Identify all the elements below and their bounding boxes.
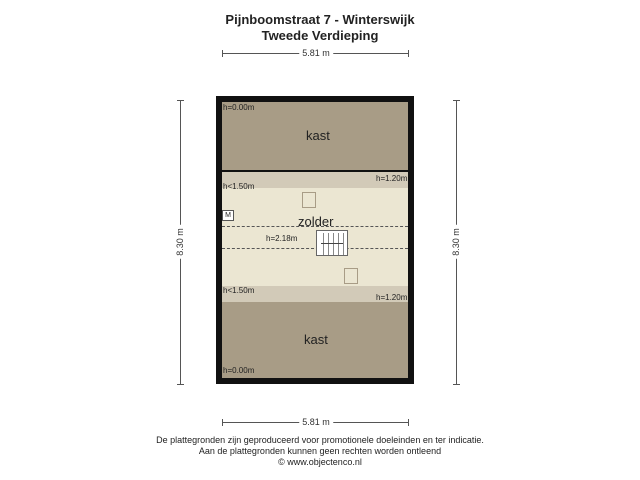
bottom-dimension-tick-right [408,419,409,426]
room-label-kast-top: kast [306,128,330,143]
staircase [316,230,348,256]
stair-step [328,233,329,255]
right-dimension-tick-bottom [453,384,460,385]
disclaimer-line-2: Aan de plattegronden kunnen geen rechten worden ontleend [198,446,442,456]
height-label-bottom-strip-left: h<1.50m [223,286,255,295]
right-dimension-tick-top [453,100,460,101]
room-label-zolder: zolder [298,214,334,229]
floor-subtitle: Tweede Verdieping [261,28,379,43]
floor-plan [216,96,414,384]
left-dimension-tick-top [177,100,184,101]
disclaimer-line-1: De plattegronden zijn geproduceerd voor promotionele doeleinden en ter indicatie. [156,435,484,445]
top-width-label: 5.81 m [299,48,333,58]
stair-step [333,233,334,255]
height-label-top-strip-left: h<1.50m [223,182,255,191]
height-label-bottom-strip-right: h=1.20m [376,293,408,302]
stair-step [323,233,324,255]
right-height-label: 8.30 m [451,225,461,259]
room-label-kast-bottom: kast [304,332,328,347]
stair-direction-arrow [321,243,343,244]
roof-hatch-top [302,192,316,208]
left-dimension-tick-bottom [177,384,184,385]
top-dimension-tick-right [408,50,409,57]
slope-line-bottom [222,248,408,249]
stair-step [338,233,339,255]
floorplan-title: Pijnboomstraat 7 - Winterswijk [225,12,415,27]
top-dimension-tick-left [222,50,223,57]
copyright-line: © www.objectenco.nl [278,457,362,467]
roof-hatch-bottom [344,268,358,284]
height-label-top-left: h=0.00m [223,103,255,112]
height-label-bottom-left: h=0.00m [223,366,255,375]
bottom-width-label: 5.81 m [299,417,333,427]
bottom-dimension-tick-left [222,419,223,426]
height-label-top-strip-right: h=1.20m [376,174,408,183]
meter-icon: M [222,210,234,221]
height-label-center: h=2.18m [266,234,298,243]
stair-step [343,233,344,255]
left-height-label: 8.30 m [175,225,185,259]
